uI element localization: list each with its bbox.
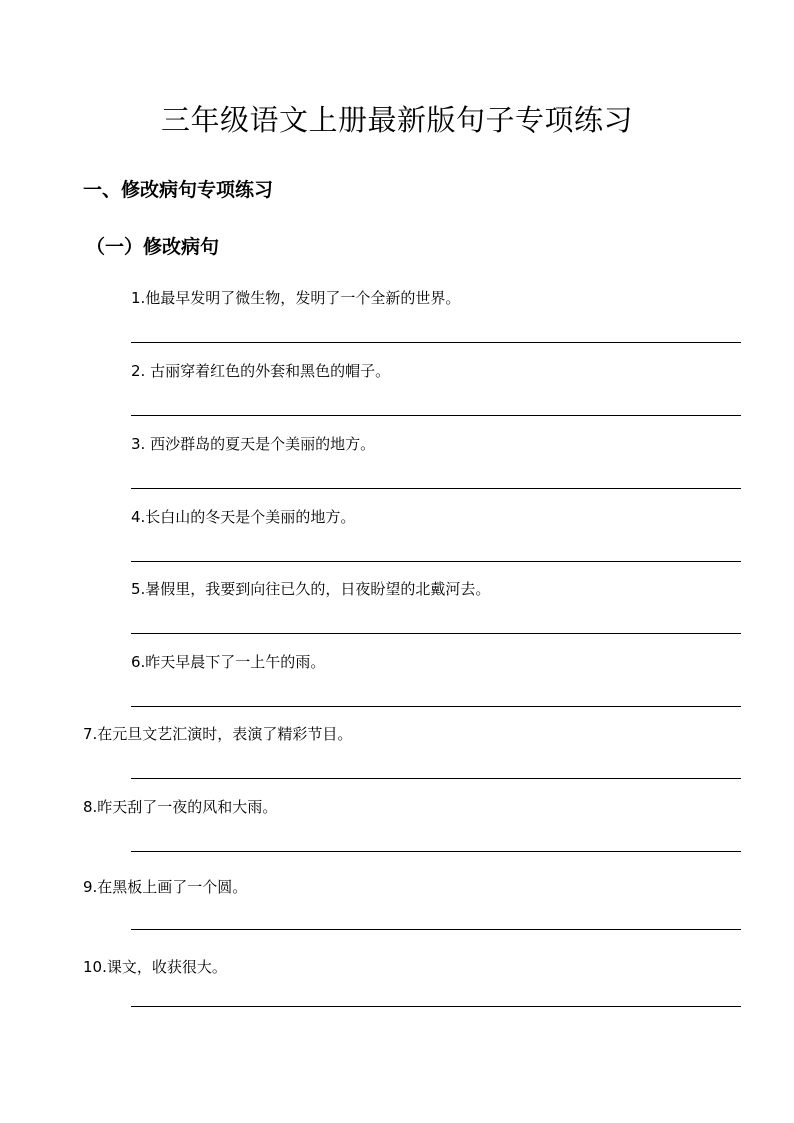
answer-line-8[interactable] bbox=[131, 851, 741, 852]
answer-line-7[interactable] bbox=[131, 778, 741, 779]
question-6: 6.昨天早晨下了一上午的雨。 bbox=[131, 653, 326, 671]
answer-line-3[interactable] bbox=[131, 488, 741, 489]
question-9: 9.在黑板上画了一个圆。 bbox=[83, 878, 248, 896]
question-8: 8.昨天刮了一夜的风和大雨。 bbox=[83, 798, 278, 816]
question-10: 10.课文，收获很大。 bbox=[83, 958, 227, 976]
section-heading: 一、修改病句专项练习 bbox=[83, 179, 274, 201]
question-5: 5.暑假里，我要到向往已久的，日夜盼望的北戴河去。 bbox=[131, 580, 491, 598]
answer-line-9[interactable] bbox=[131, 929, 741, 930]
question-3: 3. 西沙群岛的夏天是个美丽的地方。 bbox=[131, 435, 376, 453]
answer-line-5[interactable] bbox=[131, 633, 741, 634]
answer-line-4[interactable] bbox=[131, 561, 741, 562]
answer-line-10[interactable] bbox=[131, 1006, 741, 1007]
answer-line-2[interactable] bbox=[131, 415, 741, 416]
question-1: 1.他最早发明了微生物，发明了一个全新的世界。 bbox=[131, 289, 461, 307]
answer-line-6[interactable] bbox=[131, 706, 741, 707]
question-7: 7.在元旦文艺汇演时，表演了精彩节目。 bbox=[83, 725, 353, 743]
answer-line-1[interactable] bbox=[131, 342, 741, 343]
question-2: 2. 古丽穿着红色的外套和黑色的帽子。 bbox=[131, 362, 391, 380]
page-title: 三年级语文上册最新版句子专项练习 bbox=[160, 103, 633, 137]
question-4: 4.长白山的冬天是个美丽的地方。 bbox=[131, 508, 356, 526]
subsection-heading: （一）修改病句 bbox=[86, 236, 220, 258]
